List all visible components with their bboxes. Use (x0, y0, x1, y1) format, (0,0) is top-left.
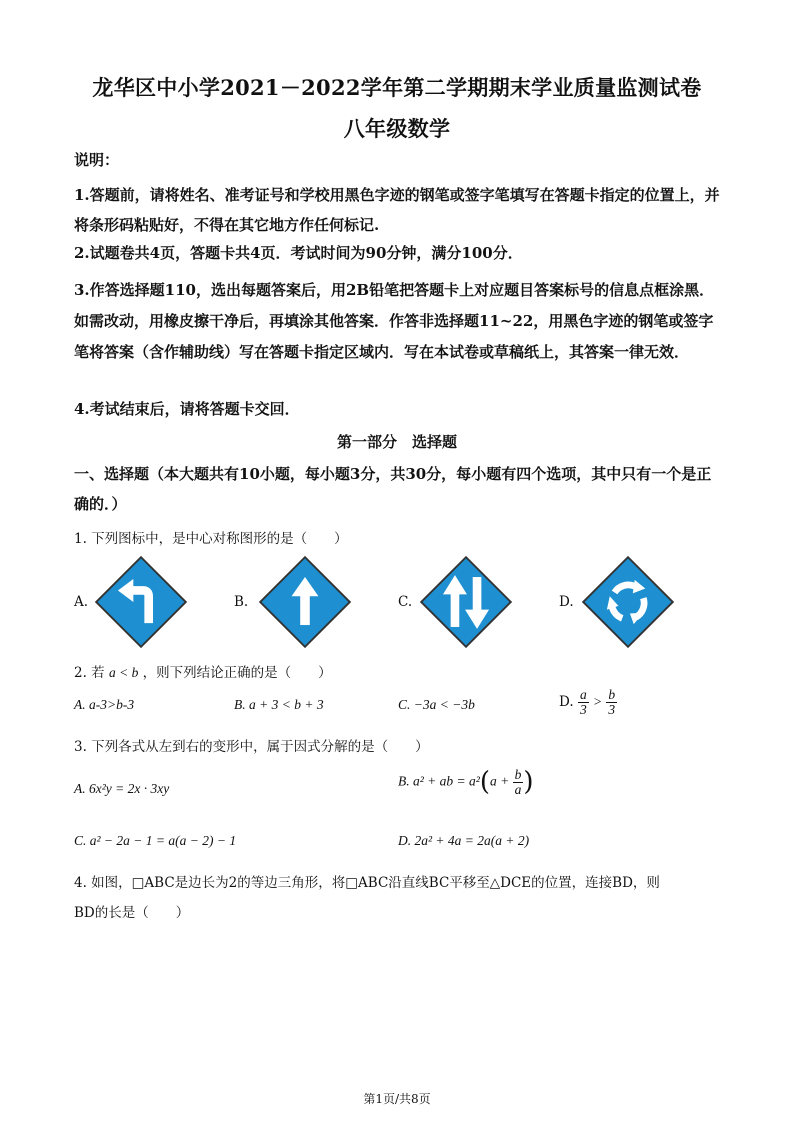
instruction-item-4: 4.考试结束后，请将答题卡交回． (74, 400, 300, 418)
q2-fraction-a: $\frac{a}{3}$ (579, 687, 587, 717)
q3-option-d: D. 2a² + 4a = 2a(a + 2) (398, 833, 530, 848)
q2-stem-pre: 2. 若 (74, 665, 105, 681)
question-2-stem (74, 661, 332, 681)
instruction-item-3: 3.作答选择题110，选出每题答案后，用2B铅笔把答题卡上对应题目答案标号的信息点框涂黑．如需改动，用橡皮擦干净后，再填涂其他答案．作答非选择题11~22，用黑色字迹的钢笔或签字笔将答案（含作辅助线）写在答题卡指定区域内．写在本试卷或草稿纸上，其答案一律无效． (74, 281, 715, 361)
turn-left-arrow-sign-icon (93, 554, 189, 650)
q2-stem-post: ，则下列结论正确的是（ ） (142, 665, 332, 681)
q1-option-d-label: D. (559, 594, 574, 610)
q3-option-c: C. a² − 2a − 1 = a(a − 2) − 1 (74, 833, 237, 848)
instructions-heading: 说明： (74, 151, 120, 169)
q2-fraction-b: $\frac{b}{3}$ (608, 687, 616, 717)
q2-option-d-label: D. (559, 694, 574, 710)
q3-option-b: B. a² + ab = a²(a + $\frac{b}{a}$ ) (398, 766, 534, 797)
q3-option-b-fraction: $\frac{b}{a}$ (514, 766, 522, 797)
instruction-item-1: 1.答题前，请将姓名、准考证号和学校用黑色字迹的钢笔或签字笔填写在答题卡指定的位置上，并将条形码粘贴好，不得在其它地方作任何标记. (74, 186, 720, 234)
part-title: 第一部分 选择题 (336, 433, 457, 451)
question-4-line-2: BD的长是（ ） (74, 905, 190, 921)
q2-option-c: C. −3a < −3b (398, 697, 475, 712)
q2-option-a: A. a-3>b-3 (74, 697, 135, 712)
q1-option-c-label: C. (398, 594, 413, 610)
q2-option-b: B. a + 3 < b + 3 (234, 697, 324, 712)
exam-title: 龙华区中小学2021－2022学年第二学期期末学业质量监测试卷 (92, 75, 702, 100)
q3-option-a: A. 6x²y = 2x · 3xy (74, 781, 170, 796)
q1-option-b-label: B. (234, 594, 249, 610)
instruction-item-2: 2.试题卷共4页，答题卡共4页．考试时间为90分钟，满分100分． (74, 244, 523, 262)
q3-option-b-term: a + (489, 773, 513, 789)
section-heading: 一、选择题（本大题共有10小题，每小题3分，共30分，每小题有四个选项，其中只有一个是正确的．） (74, 465, 712, 513)
q2-gt-sign: > (592, 694, 603, 709)
q1-option-a-label: A. (74, 594, 89, 610)
q2-stem-math: a < b (108, 665, 139, 680)
roundabout-sign-icon (580, 554, 676, 650)
q2-option-d (559, 688, 617, 717)
page-number: 第1页/共8页 (363, 1092, 431, 1106)
question-4-line-1: 4. 如图，□ABC是边长为2的等边三角形，将□ABC沿直线BC平移至△DCE的位置，连接BD，则 (74, 875, 660, 891)
question-3-stem: 3. 下列各式从左到右的变形中，属于因式分解的是（ ） (74, 739, 429, 755)
exam-subtitle: 八年级数学 (343, 116, 451, 141)
question-1-stem: 1. 下列图标中，是中心对称图形的是（ ） (74, 531, 348, 547)
straight-arrow-sign-icon (257, 554, 353, 650)
q3-option-b-lhs: B. a² + ab = a² (398, 773, 480, 789)
two-way-arrows-sign-icon (418, 554, 514, 650)
